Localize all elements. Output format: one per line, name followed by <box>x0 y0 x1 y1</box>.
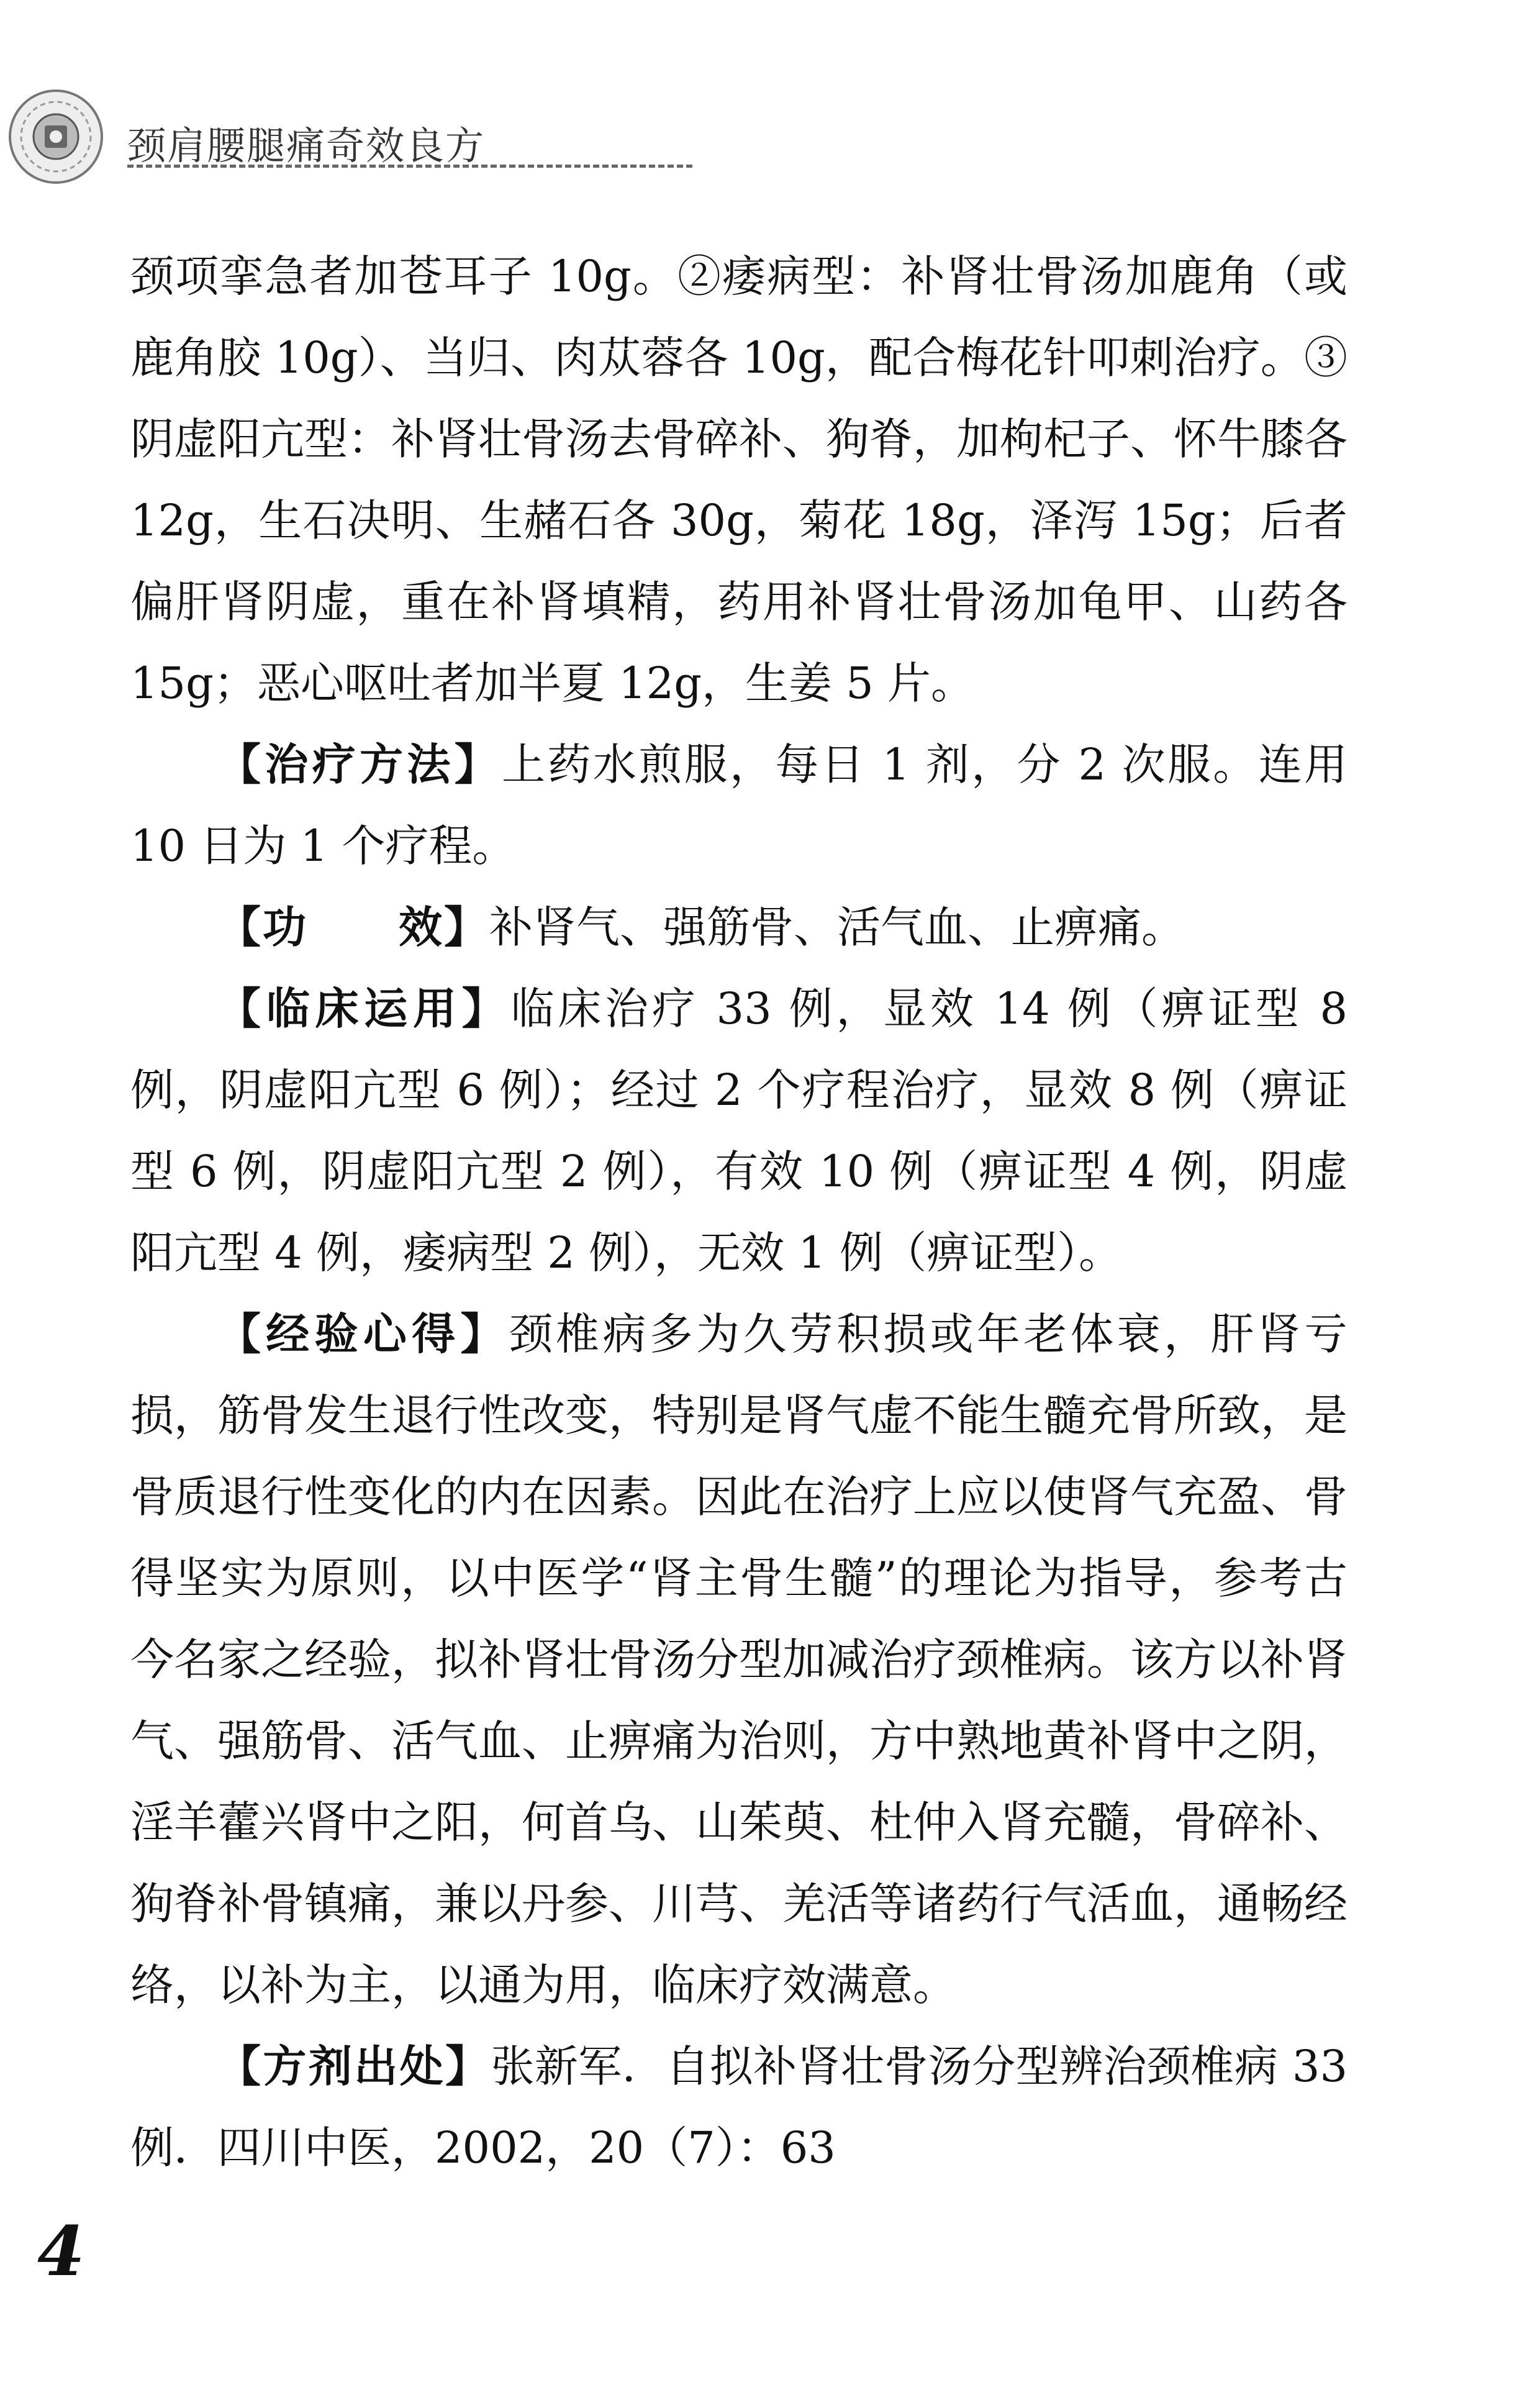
paragraph-source <box>130 2026 1348 2189</box>
source-text: 张新军．自拟补肾壮骨汤分型辨治颈椎病 33 例．四川中医，2002，20（7）：63 <box>130 2041 1348 2173</box>
paragraph-treatment-method <box>130 724 1348 887</box>
paragraph-efficacy <box>130 887 1348 968</box>
treatment-text: 上药水煎服，每日 1 剂，分 2 次服。连用 10 日为 1 个疗程。 <box>130 739 1348 871</box>
paragraph-experience <box>130 1294 1348 2026</box>
page-body <box>130 236 1348 2189</box>
efficacy-text: 补肾气、强筋骨、活气血、止痹痛。 <box>489 902 1185 953</box>
header-divider <box>127 165 692 168</box>
section-label-efficacy: 【功 效】 <box>217 902 489 953</box>
book-title: 颈肩腰腿痛奇效良方 <box>127 123 486 168</box>
running-header <box>0 43 733 205</box>
clinical-text: 临床治疗 33 例，显效 14 例（痹证型 8 例，阴虚阳亢型 6 例）；经过 2 个疗程治疗，显效 8 例（痹证型 6 例，阴虚阳亢型 2 例），有效 10 例（痹证型 4 例，阴虚阳亢型 4 例，痿病型 2 例），无效 1 例（痹证型）。 <box>130 983 1348 1278</box>
section-label-clinical: 【临床运用】 <box>217 983 511 1034</box>
section-label-source: 【方剂出处】 <box>217 2041 491 2092</box>
experience-text: 颈椎病多为久劳积损或年老体衰，肝肾亏损，筋骨发生退行性改变，特别是肾气虚不能生髓充骨所致，是骨质退行性变化的内在因素。因此在治疗上应以使肾气充盈、骨得坚实为原则，以中医学“肾主骨生髓”的理论为指导，参考古今名家之经验，拟补肾壮骨汤分型加减治疗颈椎病。该方以补肾气、强筋骨、活气血、止痹痛为治则，方中熟地黄补肾中之阴，淫羊藿兴肾中之阳，何首乌、山茱萸、杜仲入肾充髓，骨碎补、狗脊补骨镇痛，兼以丹参、川芎、羌活等诸药行气活血，通畅经络，以补为主，以通为用，临床疗效满意。 <box>130 1309 1348 2010</box>
paragraph-clinical-use <box>130 968 1348 1294</box>
ornament-icon <box>6 87 106 186</box>
paragraph-continuation: 颈项挛急者加苍耳子 10g。②痿病型：补肾壮骨汤加鹿角（或鹿角胶 10g）、当归、肉苁蓉各 10g，配合梅花针叩刺治疗。③阴虚阳亢型：补肾壮骨汤去骨碎补、狗脊，加枸杞子、怀牛膝各 12g，生石决明、生赭石各 30g，菊花 18g，泽泻 15g；后者偏肝肾阴虚，重在补肾填精，药用补肾壮骨汤加龟甲、山药各 15g；恶心呕吐者加半夏 12g，生姜 5 片。 <box>130 251 1348 709</box>
section-label-treatment: 【治疗方法】 <box>217 739 502 790</box>
section-label-experience: 【经验心得】 <box>217 1309 509 1360</box>
page-number: 4 <box>37 2211 85 2291</box>
